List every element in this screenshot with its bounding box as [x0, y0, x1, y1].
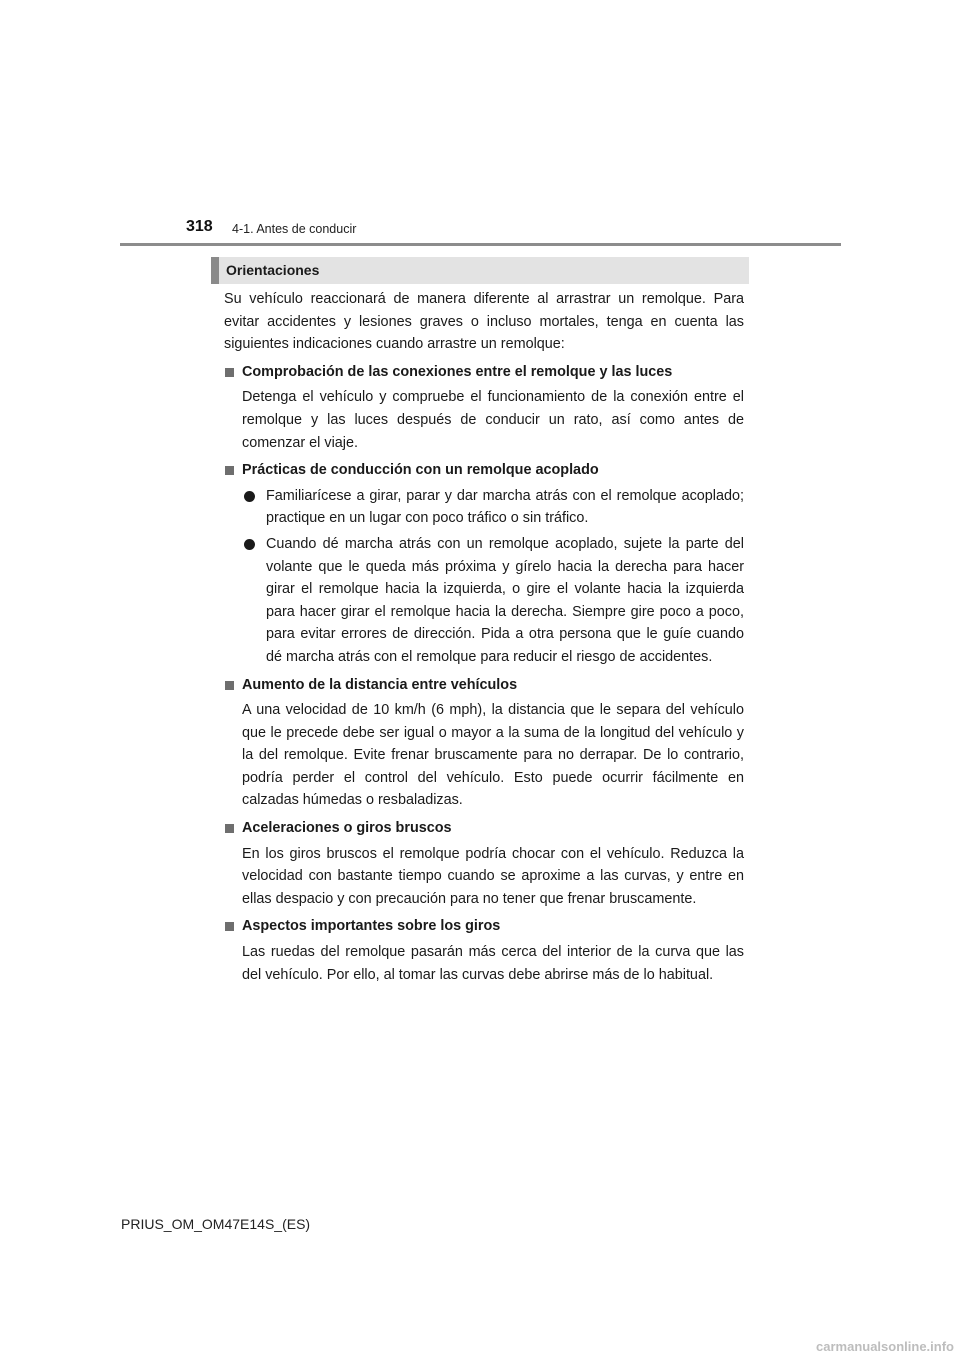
topic-title	[224, 674, 744, 697]
document-code: PRIUS_OM_OM47E14S_(ES)	[121, 1216, 311, 1232]
topic-title	[224, 915, 744, 938]
section-title: Orientaciones	[226, 262, 320, 278]
topic-title-text: Comprobación de las conexiones entre el remolque y las luces	[242, 363, 673, 380]
intro-paragraph: Su vehículo reaccionará de manera diferente al arrastrar un remolque. Para evitar accidentes y lesiones graves o incluso mortales, tenga en cuenta las siguientes indicaciones cuando arrastre un remolque:	[224, 291, 744, 353]
chapter-heading: 4-1. Antes de conducir	[232, 222, 357, 236]
topic-following-distance	[224, 674, 744, 813]
topic-body: En los giros bruscos el remolque podría chocar con el vehículo. Reduzca la velocidad con bastante tiempo cuando se aproxime a las curvas, y entre en ellas despacio y con precaución para no tener que frenar bruscamente.	[242, 845, 744, 907]
topic-connections	[224, 361, 744, 454]
section-title-bar	[211, 257, 749, 284]
section-content	[224, 288, 744, 991]
topic-title	[224, 361, 744, 384]
topic-driving-practice	[224, 459, 744, 668]
watermark: carmanualsonline.info	[816, 1339, 954, 1354]
topic-body: A una velocidad de 10 km/h (6 mph), la distancia que le separa del vehículo que le precede debe ser igual o mayor a la suma de la longitud del vehículo y la del remolque. Evite frenar bruscamente para no derrapar. De lo contrario, podría perder el control del vehículo. Esto puede ocurrir fácilmente en calzadas húmedas o resbaladizas.	[242, 702, 744, 809]
square-bullet-icon	[225, 922, 234, 931]
bullet-text: Familiarícese a girar, parar y dar marcha atrás con el remolque acoplado; practique en un lugar con poco tráfico o sin tráfico.	[266, 487, 744, 527]
topic-title	[224, 459, 744, 482]
topic-title	[224, 817, 744, 840]
square-bullet-icon	[225, 681, 234, 690]
square-bullet-icon	[225, 466, 234, 475]
bullet-item	[224, 533, 744, 669]
topic-title-text: Aumento de la distancia entre vehículos	[242, 676, 518, 693]
topic-body: Las ruedas del remolque pasarán más cerca del interior de la curva que las del vehículo. Por ello, al tomar las curvas debe abrirse más de lo habitual.	[242, 944, 744, 983]
topic-title-text: Aspectos importantes sobre los giros	[242, 918, 501, 935]
round-bullet-icon	[244, 539, 255, 550]
round-bullet-icon	[244, 491, 255, 502]
bullet-item	[224, 485, 744, 530]
square-bullet-icon	[225, 824, 234, 833]
topic-sudden-maneuvers	[224, 817, 744, 910]
topic-title-text: Prácticas de conducción con un remolque acoplado	[242, 462, 599, 479]
page-number: 318	[186, 218, 213, 235]
topic-body: Detenga el vehículo y compruebe el funcionamiento de la conexión entre el remolque y las luces después de conducir un rato, así como antes de comenzar el viaje.	[242, 389, 744, 451]
topic-turning	[224, 915, 744, 986]
topic-title-text: Aceleraciones o giros bruscos	[242, 820, 452, 837]
bullet-text: Cuando dé marcha atrás con un remolque acoplado, sujete la parte del volante que le queda más próxima y gírelo hacia la derecha para hacer girar el remolque hacia la izquierda, o gire el volante hacia la izquierda para hacer girar el remolque hacia la derecha. Siempre gire poco a poco, para evitar errores de dirección. Pida a otra persona que le guíe cuando dé marcha atrás con el remolque para reducir el riesgo de accidentes.	[266, 535, 744, 665]
header-rule	[120, 243, 841, 246]
square-bullet-icon	[225, 368, 234, 377]
